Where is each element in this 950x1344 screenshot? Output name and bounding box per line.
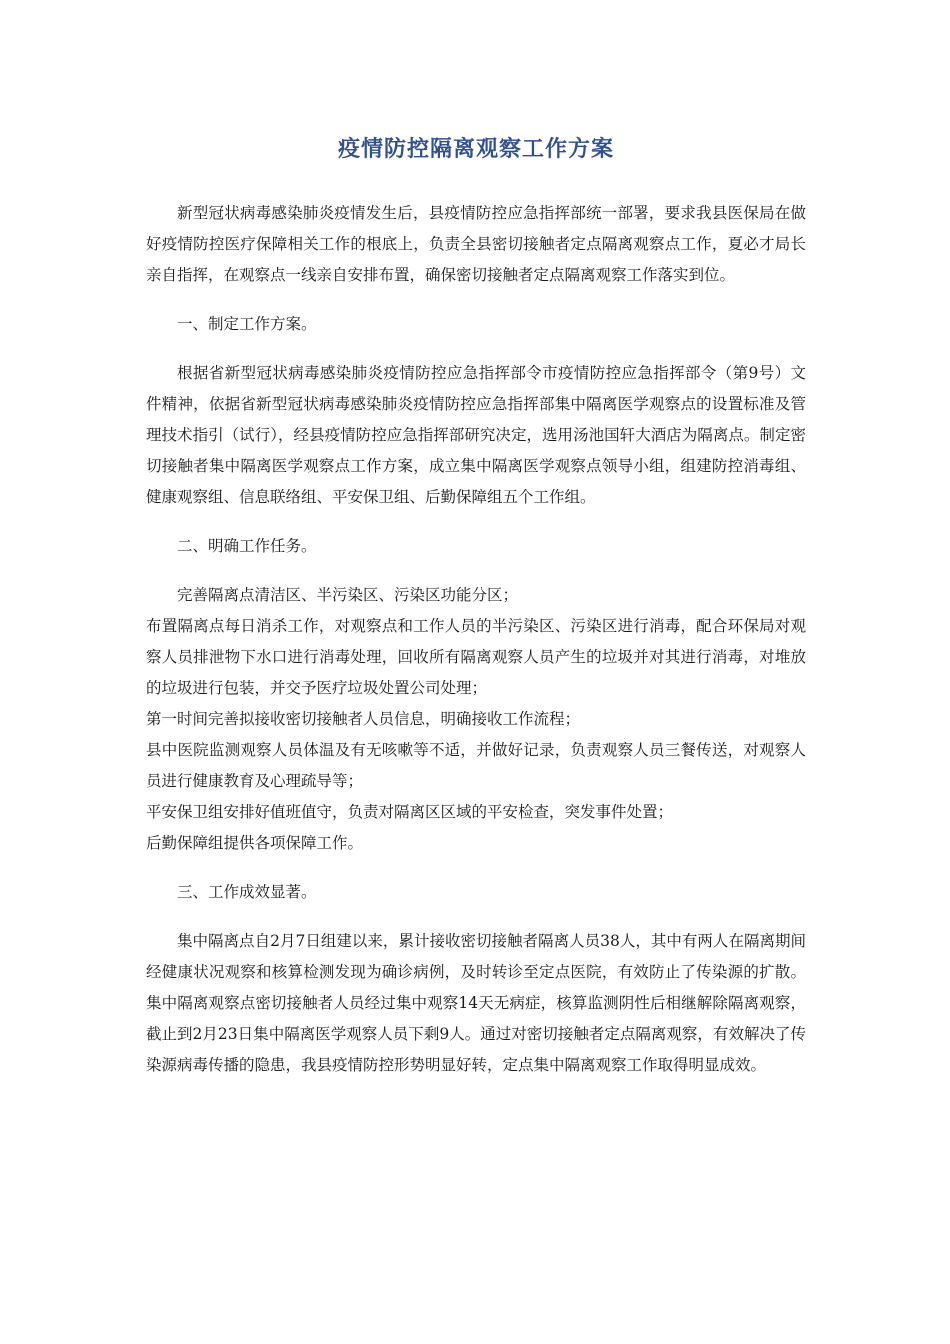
intro-paragraph: 新型冠状病毒感染肺炎疫情发生后，县疫情防控应急指挥部统一部署，要求我县医保局在做好疫情防控医疗保障相关工作的根底上，负责全县密切接触者定点隔离观察点工作，夏必才局长亲自指挥，在观察点一线亲自安排布置，确保密切接触者定点隔离观察工作落实到位。 — [146, 204, 806, 284]
task-item: 后勤保障组提供各项保障工作。 — [146, 834, 364, 852]
task-item: 完善隔离点清洁区、半污染区、污染区功能分区； — [177, 586, 519, 604]
section-1-body: 根据省新型冠状病毒感染肺炎疫情防控应急指挥部令市疫情防控应急指挥部令（第9号）文件精神，依据省新型冠状病毒感染肺炎疫情防控应急指挥部集中隔离医学观察点的设置标准及管理技术指引（试行），经县疫情防控应急指挥部研究决定，选用汤池国轩大酒店为隔离点。制定密切接触者集中隔离医学观察点工作方案，成立集中隔离医学观察点领导小组，组建防控消毒组、健康观察组、信息联络组、平安保卫组、后勤保障组五个工作组。 — [146, 364, 806, 506]
task-item: 第一时间完善拟接收密切接触者人员信息，明确接收工作流程； — [146, 710, 581, 728]
section-3-heading: 三、工作成效显著。 — [177, 883, 317, 901]
task-list — [146, 580, 806, 859]
section-1-heading: 一、制定工作方案。 — [177, 315, 317, 333]
task-item: 平安保卫组安排好值班值守，负责对隔离区区域的平安检查，突发事件处置； — [146, 803, 674, 821]
section-3-body: 集中隔离点自2月7日组建以来，累计接收密切接触者隔离人员38人，其中有两人在隔离期间经健康状况观察和核算检测发现为确诊病例，及时转诊至定点医院，有效防止了传染源的扩散。集中隔离观察点密切接触者人员经过集中观察14天无病症，核算监测阴性后相继解除隔离观察，截止到2月23日集中隔离医学观察人员下剩9人。通过对密切接触者定点隔离观察，有效解决了传染源病毒传播的隐患，我县疫情防控形势明显好转，定点集中隔离观察工作取得明显成效。 — [146, 932, 806, 1074]
task-item: 布置隔离点每日消杀工作，对观察点和工作人员的半污染区、污染区进行消毒，配合环保局对观察人员排泄物下水口进行消毒处理，回收所有隔离观察人员产生的垃圾并对其进行消毒，对堆放的垃圾进行包装，并交予医疗垃圾处置公司处理； — [146, 617, 806, 697]
document-page — [146, 128, 806, 1099]
section-2-heading: 二、明确工作任务。 — [177, 537, 317, 555]
document-title: 疫情防控隔离观察工作方案 — [337, 137, 614, 162]
task-item: 县中医院监测观察人员体温及有无咳嗽等不适，并做好记录，负责观察人员三餐传送，对观察人员进行健康教育及心理疏导等； — [146, 741, 806, 790]
